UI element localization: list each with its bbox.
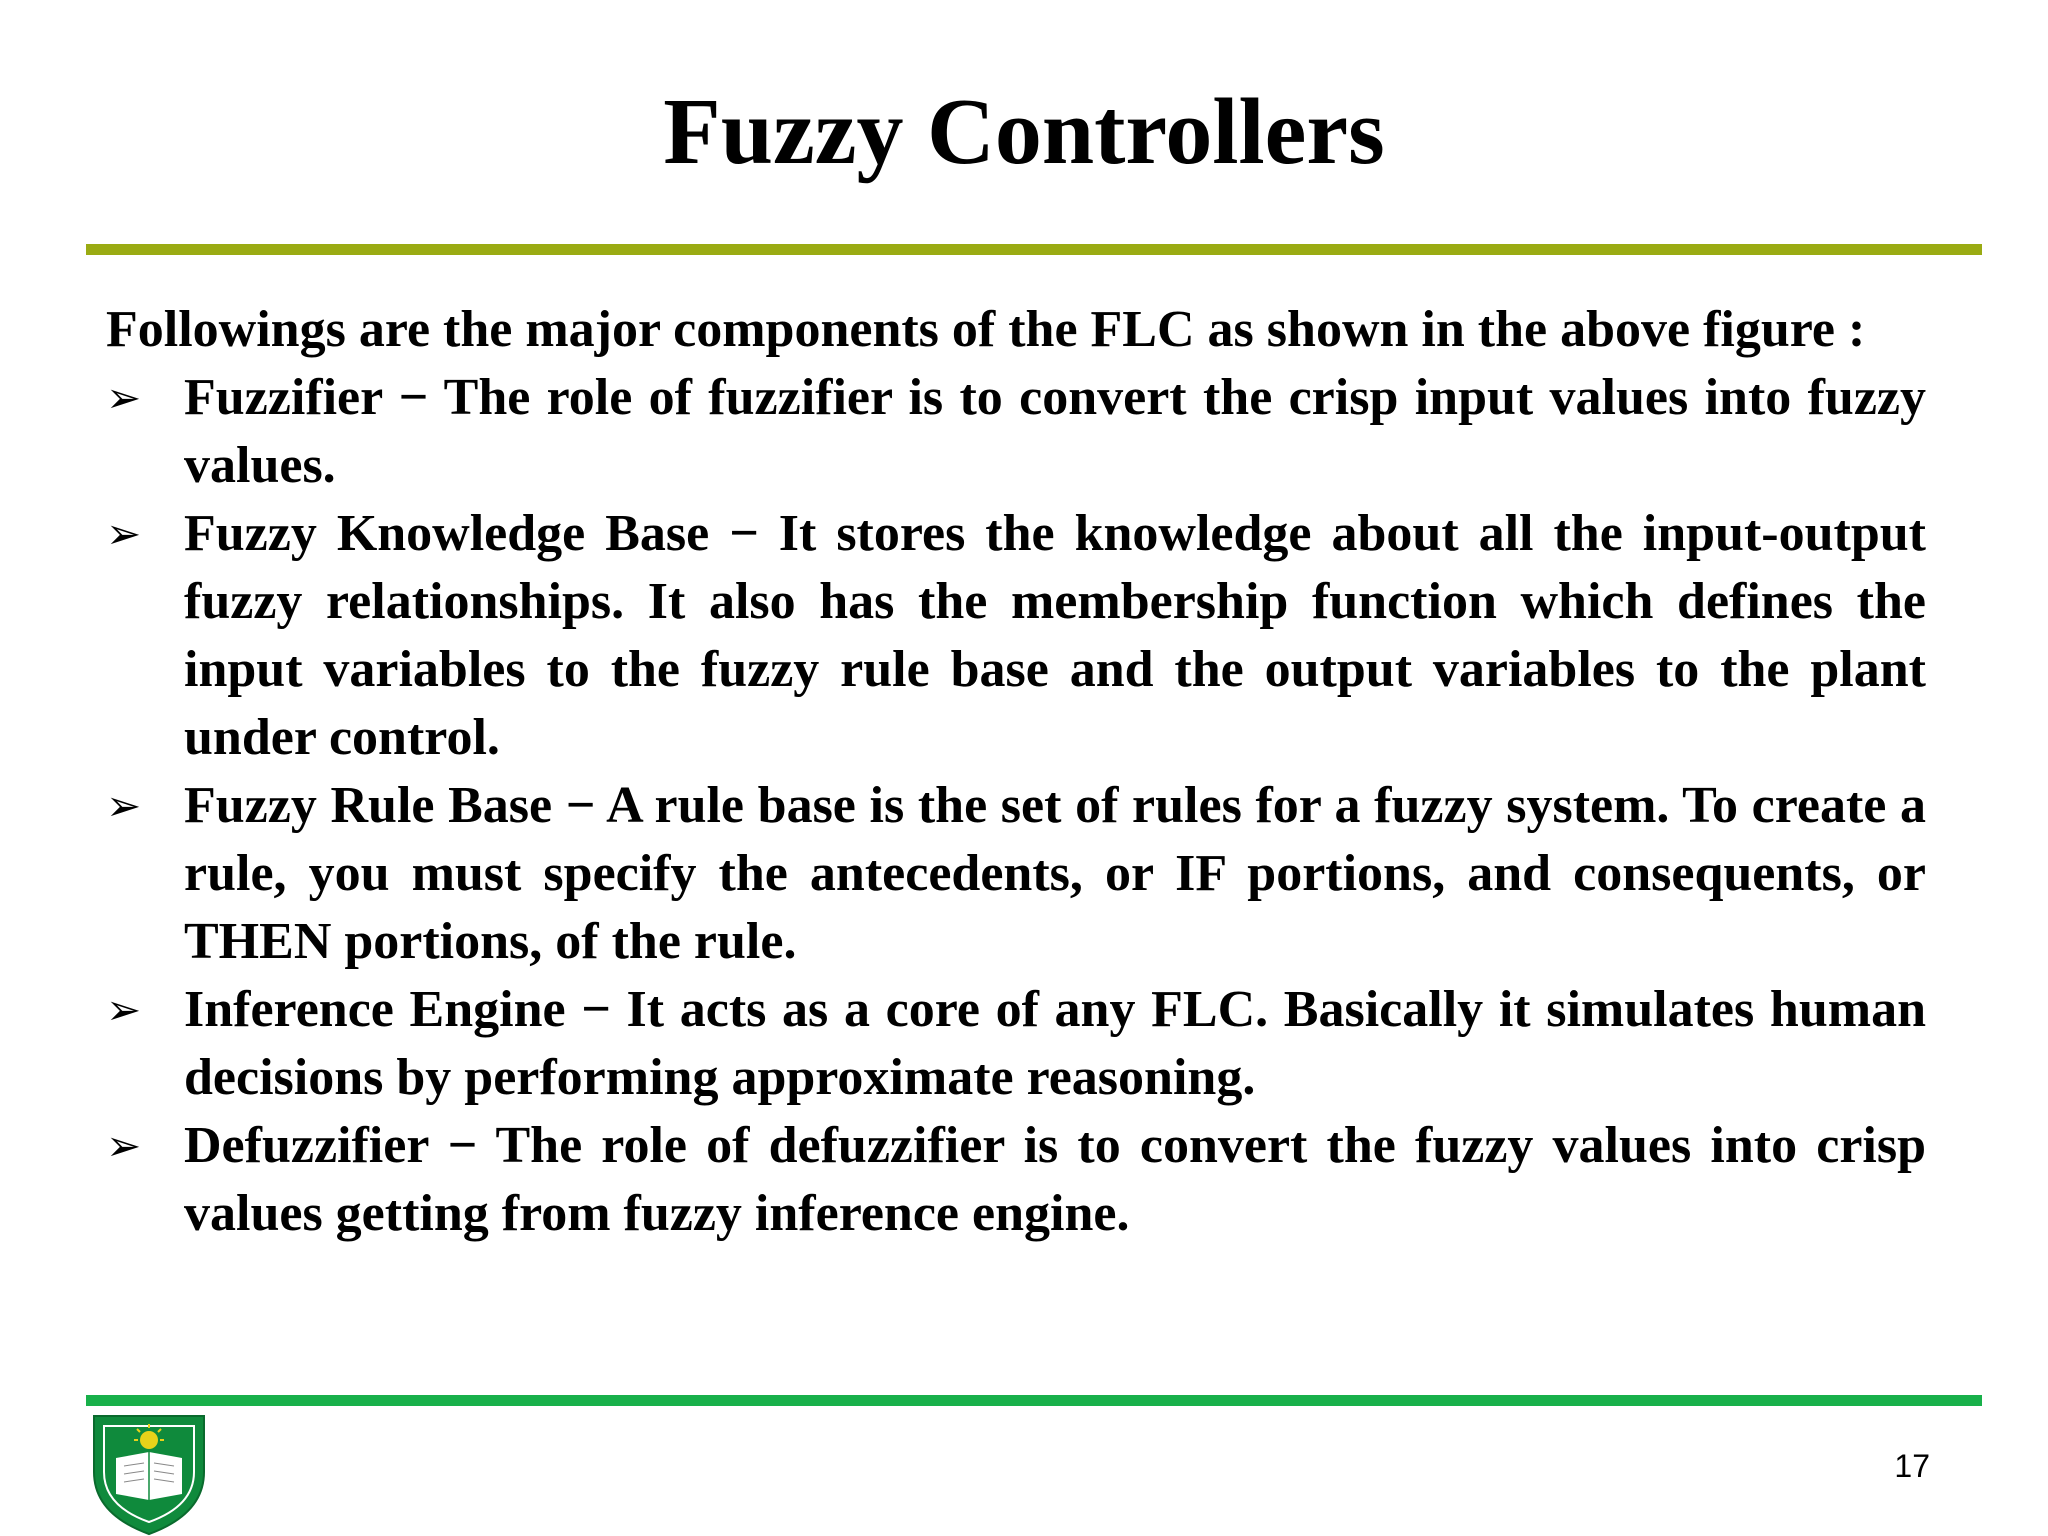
arrow-bullet-icon: ➢ [106, 1121, 142, 1170]
intro-paragraph: Followings are the major components of the FLC as shown in the above figure : [106, 301, 1866, 358]
list-item [106, 364, 1926, 500]
list-item-text: Defuzzifier − The role of defuzzifier is to convert the fuzzy values into crisp values getting from fuzzy inference engine. [184, 1117, 1926, 1242]
list-item-text: Fuzzy Rule Base − A rule base is the set of rules for a fuzzy system. To create a rule, you must specify the antecedents, or IF portions, and consequents, or THEN portions, of the rule. [184, 777, 1926, 970]
list-item [106, 1112, 1926, 1248]
arrow-bullet-icon: ➢ [106, 509, 142, 558]
university-crest-icon [90, 1410, 208, 1536]
list-item-text: Fuzzy Knowledge Base − It stores the knowledge about all the input-output fuzzy relationships. It also has the membership function which defines the input variables to the fuzzy rule base and the output variables to the plant under control. [184, 505, 1926, 766]
arrow-bullet-icon: ➢ [106, 781, 142, 830]
slide-title: Fuzzy Controllers [663, 80, 1385, 184]
footer-divider [86, 1395, 1982, 1406]
slide-body [106, 296, 1926, 1248]
list-item-text: Inference Engine − It acts as a core of any FLC. Basically it simulates human decisions by performing approximate reasoning. [184, 981, 1926, 1106]
arrow-bullet-icon: ➢ [106, 985, 142, 1034]
page-number: 17 [1894, 1448, 1930, 1484]
list-item-text: Fuzzifier − The role of fuzzifier is to convert the crisp input values into fuzzy values. [184, 369, 1926, 494]
list-item [106, 976, 1926, 1112]
list-item [106, 772, 1926, 976]
component-list [106, 364, 1926, 1248]
list-item [106, 500, 1926, 772]
title-divider [86, 244, 1982, 255]
arrow-bullet-icon: ➢ [106, 373, 142, 422]
